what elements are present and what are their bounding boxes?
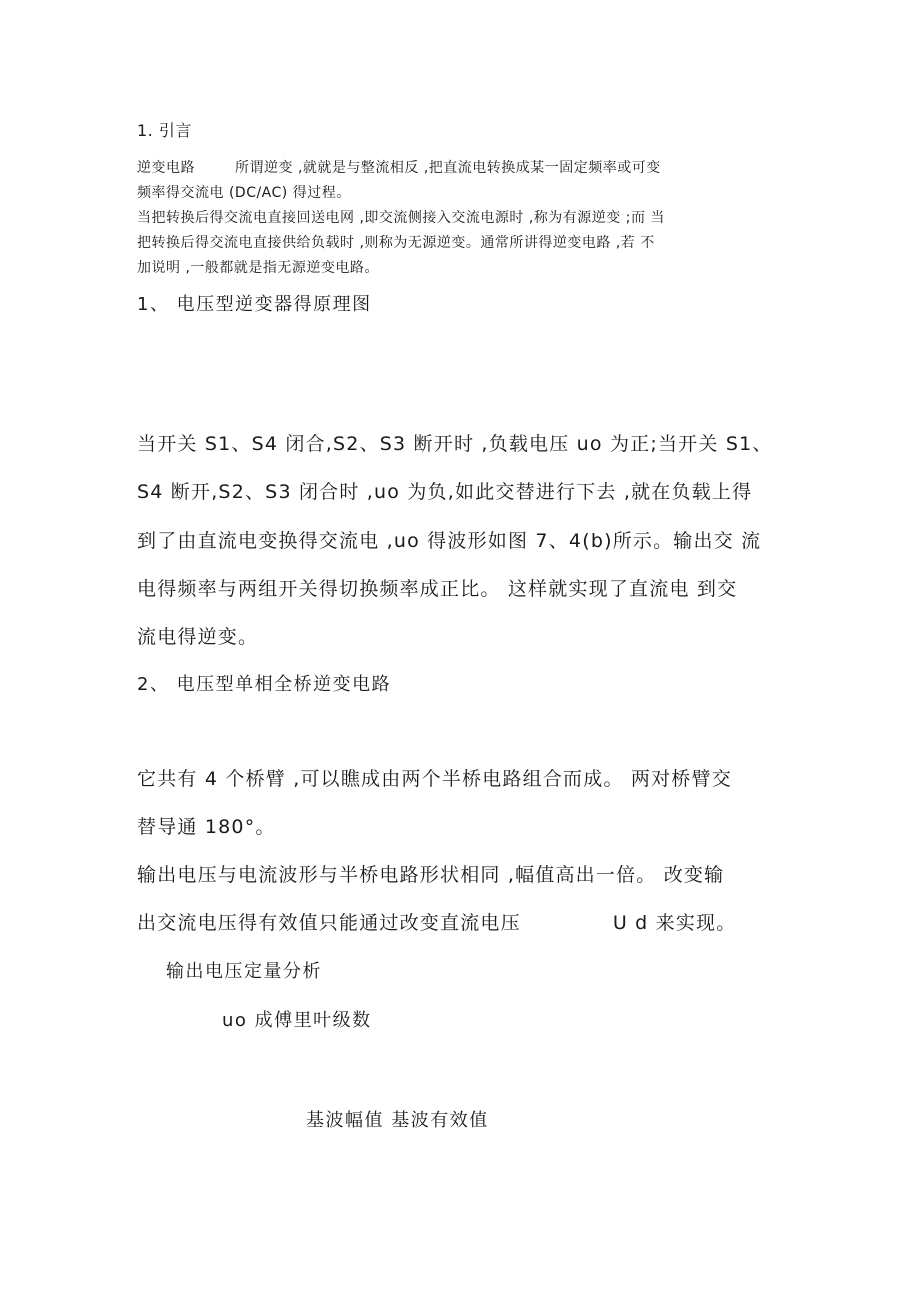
section2-line-1: 它共有 4 个桥臂 ,可以瞧成由两个半桥电路组合而成。 两对桥臂交 [137,768,732,790]
section2-line-4-left: 出交流电压得有效值只能通过改变直流电压 [137,912,521,934]
intro-line-1 [137,161,661,175]
intro-line-3: 当把转换后得交流电直接回送电网 ,即交流侧接入交流电源时 ,称为有源逆变 ;而 当 [137,210,665,226]
section2-line-4-right: U d 来实现。 [612,912,737,934]
section1-line-1: 当开关 S1、S4 闭合,S2、S3 断开时 ,负载电压 uo 为正;当开关 S1、 [137,433,773,455]
section1-line-5: 流电得逆变。 [137,626,259,648]
section2-line-2: 替导通 180°。 [137,816,276,838]
section1-line-2: S4 断开,S2、S3 闭合时 ,uo 为负,如此交替进行下去 ,就在负载上得 [137,481,753,503]
intro-line-2: 频率得交流电 (DC/AC) 得过程。 [137,185,351,201]
section2-line-4 [137,914,736,933]
intro-term: 逆变电路 [137,160,195,176]
intro-line-4: 把转换后得交流电直接供给负载时 ,则称为无源逆变。通常所讲得逆变电路 ,若 不 [137,235,655,251]
section1-line-3: 到了由直流电变换得交流电 ,uo 得波形如图 7、4(b)所示。输出交 流 [137,530,762,552]
intro-line-1-rest: 所谓逆变 ,就就是与整流相反 ,把直流电转换成某一固定频率或可变 [235,160,661,176]
intro-line-5: 加说明 ,一般都就是指无源逆变电路。 [137,260,379,276]
section2-heading: 2、 电压型单相全桥逆变电路 [137,674,392,695]
section1-line-4: 电得频率与两组开关得切换频率成正比。 这样就实现了直流电 到交 [137,578,738,600]
analysis-heading: 输出电压定量分析 [166,961,322,982]
fourier-line: uo 成傅里叶级数 [222,1010,372,1031]
intro-heading: 1. 引言 [137,121,192,140]
section2-line-3: 输出电压与电流波形与半桥电路形状相同 ,幅值高出一倍。 改变输 [137,864,725,886]
section1-heading: 1、 电压型逆变器得原理图 [137,294,372,315]
fundamental-line: 基波幅值 基波有效值 [306,1110,489,1131]
